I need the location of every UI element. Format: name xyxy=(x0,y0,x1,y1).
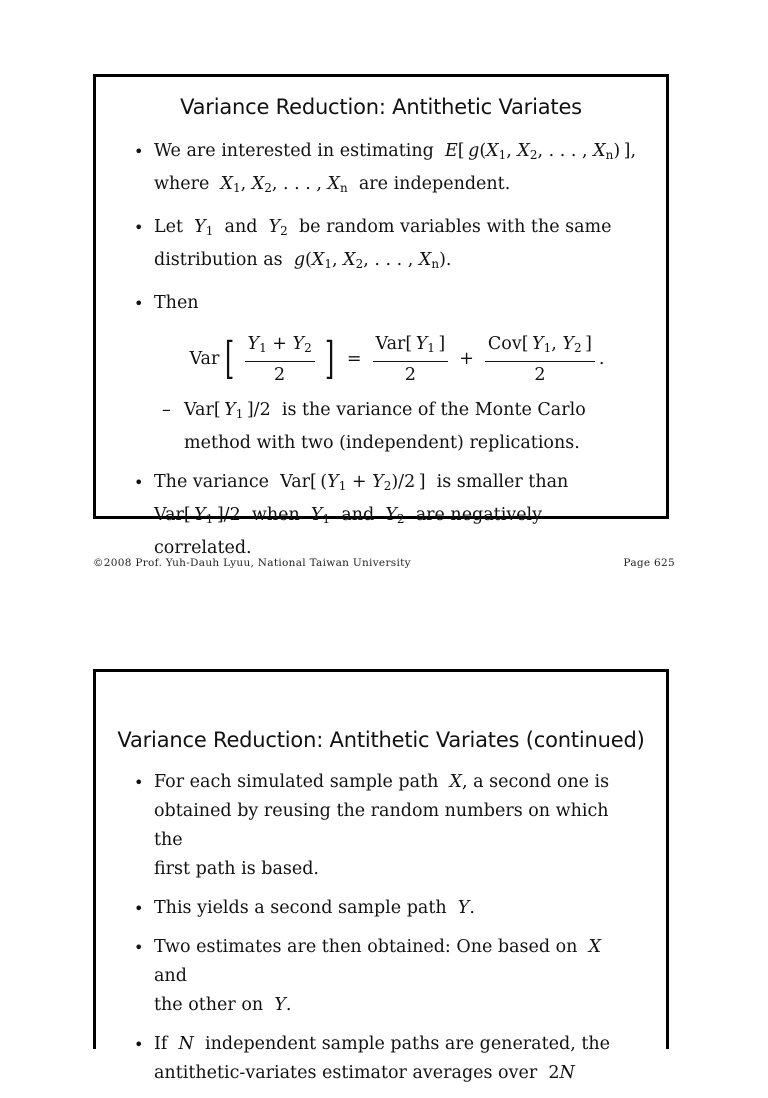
math-var-mean: Var[ $(Y_1 + Y_2)/2$ ] xyxy=(274,472,432,493)
bullet-icon: • xyxy=(134,218,144,237)
slide-body xyxy=(132,137,642,573)
math-expectation: E[ $g(X_1$, $X_2$, . . . , $X_n$) ], xyxy=(445,141,637,162)
bullet-icon: • xyxy=(134,938,144,957)
math-2n: 2N xyxy=(542,1063,575,1083)
bullet-icon: • xyxy=(134,899,144,918)
math-distribution: $g(X_1$, $X_2$, . . . , $X_n$). xyxy=(293,250,452,271)
bullet-sample-path: • For each simulated sample path X, a second one is obtained by reusing the random numbers on which the first path is based. xyxy=(132,768,642,884)
dash-icon: – xyxy=(162,400,171,420)
right-bracket: ] xyxy=(324,333,335,384)
bullet-negatively-correlated: • The variance Var[ $(Y_1 + Y_2)/2$ ] is smaller than Var[ $Y_1$ ]/2 when $Y_1$ and $Y_2$ are negatively correlated. xyxy=(132,468,642,563)
left-bracket: [ xyxy=(225,333,235,384)
math-y: Y. xyxy=(457,898,475,918)
variance-formula: Var [ $\frac{Y_1 + Y_2}{2}$ ] = $\frac{Var[ Y_1 ]}{2}$ + $\frac{Cov[ Y_1, Y_2 ]}{2}$ . xyxy=(132,328,642,390)
bullet-two-estimates: • Two estimates are then obtained: One based on X and the other on Y. xyxy=(132,933,642,1020)
bullet-then: • Then xyxy=(132,289,642,318)
math-x: X xyxy=(449,772,462,792)
slide-625 xyxy=(93,74,669,558)
fraction-cov: $\frac{Cov[ Y_1, Y_2 ]}{2}$ xyxy=(485,331,595,388)
bullet-icon: • xyxy=(134,773,144,792)
math-variables: $X_1$, $X_2$, . . . , $X_n$ xyxy=(220,174,348,195)
bullet-icon: • xyxy=(134,142,144,161)
math-y2: $Y_2$ xyxy=(385,505,405,526)
math-y1: $Y_1$ xyxy=(310,505,331,526)
copyright-footer: ©2008 Prof. Yuh-Dauh Lyuu, National Taiwan University xyxy=(93,557,411,569)
bullet-n-paths: • If N independent sample paths are generated, the antithetic-variates estimator averages over 2N xyxy=(132,1030,642,1088)
math-x: X xyxy=(588,937,602,957)
bullet-icon: • xyxy=(134,294,144,313)
math-n: N xyxy=(178,1034,194,1054)
slide-title: Variance Reduction: Antithetic Variates (continued) xyxy=(117,728,645,752)
fraction-mean: $\frac{Y_1 + Y_2}{2}$ xyxy=(245,331,315,388)
math-var-half: Var[ $Y_1$ ]/2 xyxy=(154,505,247,526)
math-var-y1: Var[ $Y_1$ ]/2 xyxy=(184,400,277,421)
bullet-icon: • xyxy=(134,473,144,492)
bullet-second-path: • This yields a second sample path Y. xyxy=(132,894,642,923)
page-number: Page 625 xyxy=(623,557,675,569)
slide-title: Variance Reduction: Antithetic Variates xyxy=(180,95,582,119)
bullet-estimating: • We are interested in estimating E[ $g(X_1$, $X_2$, . . . , $X_n$) ], where $X_1$, $X_2$, . . . , $X_n$ are independent. xyxy=(132,137,642,203)
slide-626 xyxy=(93,669,669,1083)
bullet-random-variables: • Let $Y_1$ and $Y_2$ be random variables with the same distribution as $g(X_1$, $X_2$, . . . , $X_n$). xyxy=(132,213,642,279)
subbullet-monte-carlo: – Var[ $Y_1$ ]/2 is the variance of the Monte Carlo method with two (independent) replications. xyxy=(132,396,642,458)
bullet-icon: • xyxy=(134,1035,144,1054)
slide-body xyxy=(132,768,642,1098)
math-y1: $Y_1$ xyxy=(194,217,214,238)
math-y: Y. xyxy=(274,995,292,1015)
math-y2: $Y_2$ xyxy=(268,217,288,238)
fraction-var: $\frac{Var[ Y_1 ]}{2}$ xyxy=(373,331,449,388)
